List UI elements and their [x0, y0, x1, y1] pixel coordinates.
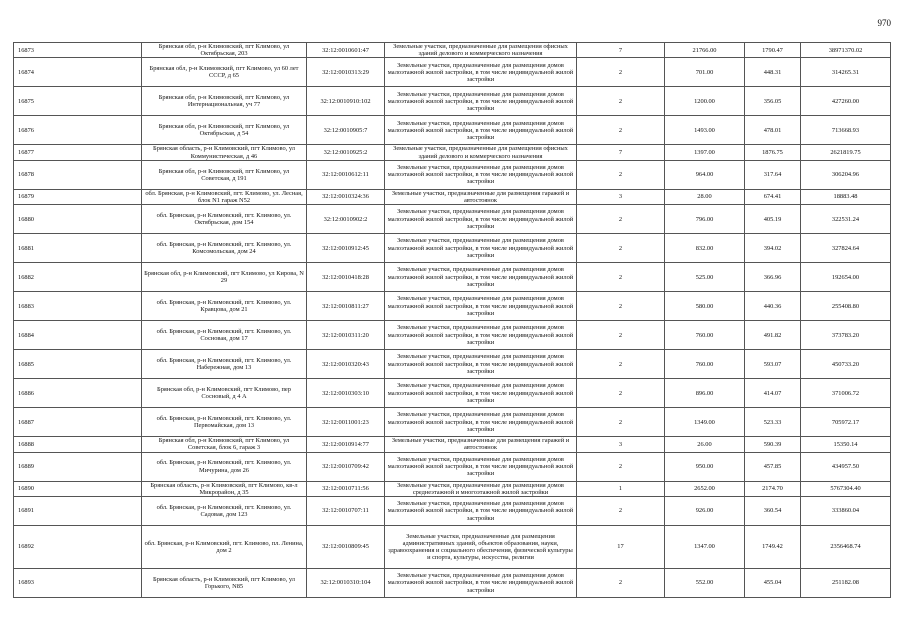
cadastral-number-cell: 32:12:0010320:43 [307, 350, 385, 379]
row-id: 16891 [14, 497, 142, 526]
address-cell: обл. Брянская, р-н Климовский, пгт. Климово, ул. Лесная, блок N1 гараж N52 [142, 189, 307, 204]
table-row [14, 497, 891, 526]
land-use-cell: Земельные участки, предназначенные для размещения домов малоэтажной жилой застройки, в том числе индивидуальной жилой застройки [385, 205, 577, 234]
group-cell: 2 [577, 160, 665, 189]
address-cell: Брянская обл, р-н Климовский, пгт Климово, ул Советская, блок 6, гараж 3 [142, 437, 307, 452]
cadastral-number-cell: 32:12:0010902:2 [307, 205, 385, 234]
group-cell: 2 [577, 263, 665, 292]
row-id: 16881 [14, 234, 142, 263]
cadastral-value-cell: 38971370.02 [801, 43, 891, 58]
land-use-cell: Земельные участки, предназначенные для размещения домов малоэтажной жилой застройки, в том числе индивидуальной жилой застройки [385, 87, 577, 116]
table-row [14, 160, 891, 189]
land-use-cell: Земельные участки, предназначенные для размещения домов малоэтажной жилой застройки, в том числе индивидуальной жилой застройки [385, 569, 577, 598]
cadastral-number-cell: 32:12:0010324:36 [307, 189, 385, 204]
group-cell: 2 [577, 116, 665, 145]
cadastral-number-cell: 32:12:0010313:29 [307, 58, 385, 87]
group-cell: 17 [577, 526, 665, 569]
area-cell: 926.00 [665, 497, 745, 526]
table-row [14, 437, 891, 452]
row-id: 16885 [14, 350, 142, 379]
address-cell: обл. Брянская, р-н Климовский, пгт. Климово, ул. Набережная, дом 13 [142, 350, 307, 379]
rate-cell: 414.07 [745, 379, 801, 408]
land-use-cell: Земельные участки, предназначенные для размещения домов малоэтажной жилой застройки, в том числе индивидуальной жилой застройки [385, 452, 577, 481]
page-number: 970 [877, 18, 891, 28]
group-cell: 7 [577, 43, 665, 58]
table-row [14, 145, 891, 160]
row-id: 16883 [14, 292, 142, 321]
rate-cell: 356.05 [745, 87, 801, 116]
rate-cell: 1876.75 [745, 145, 801, 160]
cadastral-number-cell: 32:12:0010303:10 [307, 379, 385, 408]
row-id: 16880 [14, 205, 142, 234]
group-cell: 2 [577, 379, 665, 408]
group-cell: 2 [577, 452, 665, 481]
cadastral-number-cell: 32:12:0010925:2 [307, 145, 385, 160]
cadastral-value-cell: 2356468.74 [801, 526, 891, 569]
area-cell: 1397.00 [665, 145, 745, 160]
table-row [14, 263, 891, 292]
group-cell: 2 [577, 58, 665, 87]
area-cell: 1493.00 [665, 116, 745, 145]
table-row [14, 292, 891, 321]
land-use-cell: Земельные участки, предназначенные для размещения домов малоэтажной жилой застройки, в том числе индивидуальной жилой застройки [385, 497, 577, 526]
cadastral-value-cell: 5767304.40 [801, 481, 891, 496]
cadastral-value-cell: 373783.20 [801, 321, 891, 350]
row-id: 16877 [14, 145, 142, 160]
address-cell: обл. Брянская, р-н Климовский, пгт. Климово, пл. Ленина, дом 2 [142, 526, 307, 569]
cadastral-value-cell: 371006.72 [801, 379, 891, 408]
row-id: 16873 [14, 43, 142, 58]
cadastral-value-cell: 251182.08 [801, 569, 891, 598]
address-cell: Брянская область, р-н Климовский, пгт Климово, ул Горького, N85 [142, 569, 307, 598]
land-use-cell: Земельные участки, предназначенные для размещения офисных зданий делового и коммерческого назначения [385, 145, 577, 160]
row-id: 16882 [14, 263, 142, 292]
area-cell: 701.00 [665, 58, 745, 87]
row-id: 16886 [14, 379, 142, 408]
cadastral-number-cell: 32:12:0010905:7 [307, 116, 385, 145]
cadastral-value-cell: 314265.31 [801, 58, 891, 87]
cadastral-number-cell: 32:12:0010612:11 [307, 160, 385, 189]
area-cell: 580.00 [665, 292, 745, 321]
cadastral-value-cell: 255408.80 [801, 292, 891, 321]
address-cell: Брянская область, р-н Климовский, пгт Климово, кв-л Микрорайон, д 35 [142, 481, 307, 496]
table-row [14, 87, 891, 116]
rate-cell: 593.07 [745, 350, 801, 379]
cadastral-number-cell: 32:12:0010311:20 [307, 321, 385, 350]
cadastral-number-cell: 32:12:0010809:45 [307, 526, 385, 569]
group-cell: 2 [577, 497, 665, 526]
land-use-cell: Земельные участки, предназначенные для размещения домов малоэтажной жилой застройки, в том числе индивидуальной жилой застройки [385, 292, 577, 321]
cadastral-value-cell: 705972.17 [801, 408, 891, 437]
table-row [14, 321, 891, 350]
area-cell: 896.00 [665, 379, 745, 408]
cadastral-value-cell: 322531.24 [801, 205, 891, 234]
area-cell: 26.00 [665, 437, 745, 452]
rate-cell: 478.01 [745, 116, 801, 145]
cadastral-number-cell: 32:12:0010914:77 [307, 437, 385, 452]
rate-cell: 457.85 [745, 452, 801, 481]
group-cell: 3 [577, 189, 665, 204]
land-use-cell: Земельные участки, предназначенные для размещения домов малоэтажной жилой застройки, в том числе индивидуальной жилой застройки [385, 116, 577, 145]
address-cell: обл. Брянская, р-н Климовский, пгт. Климово, ул. Октябрьская, дом 154 [142, 205, 307, 234]
row-id: 16875 [14, 87, 142, 116]
area-cell: 1200.00 [665, 87, 745, 116]
row-id: 16890 [14, 481, 142, 496]
area-cell: 1347.00 [665, 526, 745, 569]
row-id: 16876 [14, 116, 142, 145]
address-cell: обл. Брянская, р-н Климовский, пгт. Климово, ул. Кравцова, дом 21 [142, 292, 307, 321]
group-cell: 2 [577, 205, 665, 234]
area-cell: 552.00 [665, 569, 745, 598]
cadastral-value-cell: 434957.50 [801, 452, 891, 481]
table-body [14, 43, 891, 598]
row-id: 16884 [14, 321, 142, 350]
rate-cell: 360.54 [745, 497, 801, 526]
address-cell: Брянская обл, р-н Климовский, пгт Климово, ул 60 лет СССР, д 65 [142, 58, 307, 87]
cadastral-number-cell: 32:12:0010707:11 [307, 497, 385, 526]
rate-cell: 448.31 [745, 58, 801, 87]
rate-cell: 590.39 [745, 437, 801, 452]
address-cell: обл. Брянская, р-н Климовский, пгт. Климово, ул. Сосновая, дом 17 [142, 321, 307, 350]
area-cell: 832.00 [665, 234, 745, 263]
area-cell: 796.00 [665, 205, 745, 234]
land-use-cell: Земельные участки, предназначенные для размещения домов среднеэтажной и многоэтажной жилой застройки [385, 481, 577, 496]
cadastral-value-cell: 15350.14 [801, 437, 891, 452]
row-id: 16874 [14, 58, 142, 87]
table-row [14, 189, 891, 204]
area-cell: 760.00 [665, 321, 745, 350]
row-id: 16887 [14, 408, 142, 437]
rate-cell: 523.33 [745, 408, 801, 437]
cadastral-number-cell: 32:12:0010418:28 [307, 263, 385, 292]
table-row [14, 58, 891, 87]
table-row [14, 452, 891, 481]
rate-cell: 394.02 [745, 234, 801, 263]
cadastral-value-cell: 18883.48 [801, 189, 891, 204]
row-id: 16892 [14, 526, 142, 569]
land-use-cell: Земельные участки, предназначенные для размещения административных зданий, объектов образования, науки, здравоохранения и социального обеспечения, физической культуры и спорта, культуры, искусства, религии [385, 526, 577, 569]
land-use-cell: Земельные участки, предназначенные для размещения домов малоэтажной жилой застройки, в том числе индивидуальной жилой застройки [385, 263, 577, 292]
address-cell: Брянская обл, р-н Климовский, пгт Климово, ул Интернациональная, уч 77 [142, 87, 307, 116]
cadastral-number-cell: 32:12:0010310:104 [307, 569, 385, 598]
table-row [14, 481, 891, 496]
cadastral-value-cell: 450733.20 [801, 350, 891, 379]
address-cell: Брянская обл, р-н Климовский, пгт Климово, ул Советская, д 191 [142, 160, 307, 189]
address-cell: Брянская обл, р-н Климовский, пгт Климово, ул Кирова, N 29 [142, 263, 307, 292]
area-cell: 950.00 [665, 452, 745, 481]
table-row [14, 379, 891, 408]
area-cell: 525.00 [665, 263, 745, 292]
rate-cell: 1749.42 [745, 526, 801, 569]
cadastral-number-cell: 32:12:0011001:23 [307, 408, 385, 437]
table-row [14, 116, 891, 145]
land-use-cell: Земельные участки, предназначенные для размещения домов малоэтажной жилой застройки, в том числе индивидуальной жилой застройки [385, 321, 577, 350]
rate-cell: 2174.70 [745, 481, 801, 496]
group-cell: 2 [577, 234, 665, 263]
cadastral-number-cell: 32:12:0010912:45 [307, 234, 385, 263]
row-id: 16879 [14, 189, 142, 204]
land-use-cell: Земельные участки, предназначенные для размещения домов малоэтажной жилой застройки, в том числе индивидуальной жилой застройки [385, 160, 577, 189]
land-use-cell: Земельные участки, предназначенные для размещения гаражей и автостоянок [385, 189, 577, 204]
cadastral-value-cell: 2621819.75 [801, 145, 891, 160]
area-cell: 21766.00 [665, 43, 745, 58]
cadastral-number-cell: 32:12:0010601:47 [307, 43, 385, 58]
rate-cell: 405.19 [745, 205, 801, 234]
table-row [14, 350, 891, 379]
rate-cell: 317.64 [745, 160, 801, 189]
cadastral-value-cell: 306204.96 [801, 160, 891, 189]
area-cell: 964.00 [665, 160, 745, 189]
rate-cell: 1790.47 [745, 43, 801, 58]
group-cell: 2 [577, 321, 665, 350]
cadastral-number-cell: 32:12:0010711:56 [307, 481, 385, 496]
land-use-cell: Земельные участки, предназначенные для размещения домов малоэтажной жилой застройки, в том числе индивидуальной жилой застройки [385, 234, 577, 263]
row-id: 16878 [14, 160, 142, 189]
address-cell: Брянская обл, р-н Климовский, пгт Климово, ул Октябрьская, д 54 [142, 116, 307, 145]
group-cell: 2 [577, 569, 665, 598]
address-cell: обл. Брянская, р-н Климовский, пгт. Климово, ул. Садовая, дом 123 [142, 497, 307, 526]
group-cell: 2 [577, 87, 665, 116]
rate-cell: 455.04 [745, 569, 801, 598]
cadastral-number-cell: 32:12:0010811:27 [307, 292, 385, 321]
cadastral-value-table [13, 42, 891, 598]
land-use-cell: Земельные участки, предназначенные для размещения офисных зданий делового и коммерческого назначения [385, 43, 577, 58]
area-cell: 1349.00 [665, 408, 745, 437]
address-cell: обл. Брянская, р-н Климовский, пгт. Климово, ул. Мичурина, дом 26 [142, 452, 307, 481]
land-use-cell: Земельные участки, предназначенные для размещения домов малоэтажной жилой застройки, в том числе индивидуальной жилой застройки [385, 379, 577, 408]
cadastral-value-cell: 713668.93 [801, 116, 891, 145]
cadastral-number-cell: 32:12:0010910:102 [307, 87, 385, 116]
cadastral-value-cell: 327824.64 [801, 234, 891, 263]
row-id: 16888 [14, 437, 142, 452]
group-cell: 7 [577, 145, 665, 160]
table-row [14, 43, 891, 58]
table-row [14, 408, 891, 437]
table-row [14, 234, 891, 263]
address-cell: обл. Брянская, р-н Климовский, пгт. Климово, ул. Комсомольская, дом 24 [142, 234, 307, 263]
group-cell: 1 [577, 481, 665, 496]
table-row [14, 569, 891, 598]
group-cell: 2 [577, 350, 665, 379]
address-cell: Брянская обл, р-н Климовский, пгт Климово, пер Сосновый, д 4 А [142, 379, 307, 408]
cadastral-value-cell: 427260.00 [801, 87, 891, 116]
land-use-cell: Земельные участки, предназначенные для размещения домов малоэтажной жилой застройки, в том числе индивидуальной жилой застройки [385, 350, 577, 379]
group-cell: 2 [577, 292, 665, 321]
address-cell: Брянская обл, р-н Климовский, пгт Климово, ул Октябрьская, 203 [142, 43, 307, 58]
address-cell: обл. Брянская, р-н Климовский, пгт. Климово, ул. Первомайская, дом 13 [142, 408, 307, 437]
rate-cell: 440.36 [745, 292, 801, 321]
group-cell: 3 [577, 437, 665, 452]
group-cell: 2 [577, 408, 665, 437]
area-cell: 28.00 [665, 189, 745, 204]
address-cell: Брянская область, р-н Климовский, пгт Климово, ул Коммунистическая, д 46 [142, 145, 307, 160]
table-row [14, 526, 891, 569]
row-id: 16893 [14, 569, 142, 598]
rate-cell: 491.82 [745, 321, 801, 350]
cadastral-value-cell: 192654.00 [801, 263, 891, 292]
land-use-cell: Земельные участки, предназначенные для размещения домов малоэтажной жилой застройки, в том числе индивидуальной жилой застройки [385, 58, 577, 87]
area-cell: 2652.00 [665, 481, 745, 496]
rate-cell: 366.96 [745, 263, 801, 292]
row-id: 16889 [14, 452, 142, 481]
land-use-cell: Земельные участки, предназначенные для размещения домов малоэтажной жилой застройки, в том числе индивидуальной жилой застройки [385, 408, 577, 437]
rate-cell: 674.41 [745, 189, 801, 204]
table-row [14, 205, 891, 234]
cadastral-value-cell: 333860.04 [801, 497, 891, 526]
cadastral-number-cell: 32:12:0010709:42 [307, 452, 385, 481]
land-use-cell: Земельные участки, предназначенные для размещения гаражей и автостоянок [385, 437, 577, 452]
area-cell: 760.00 [665, 350, 745, 379]
